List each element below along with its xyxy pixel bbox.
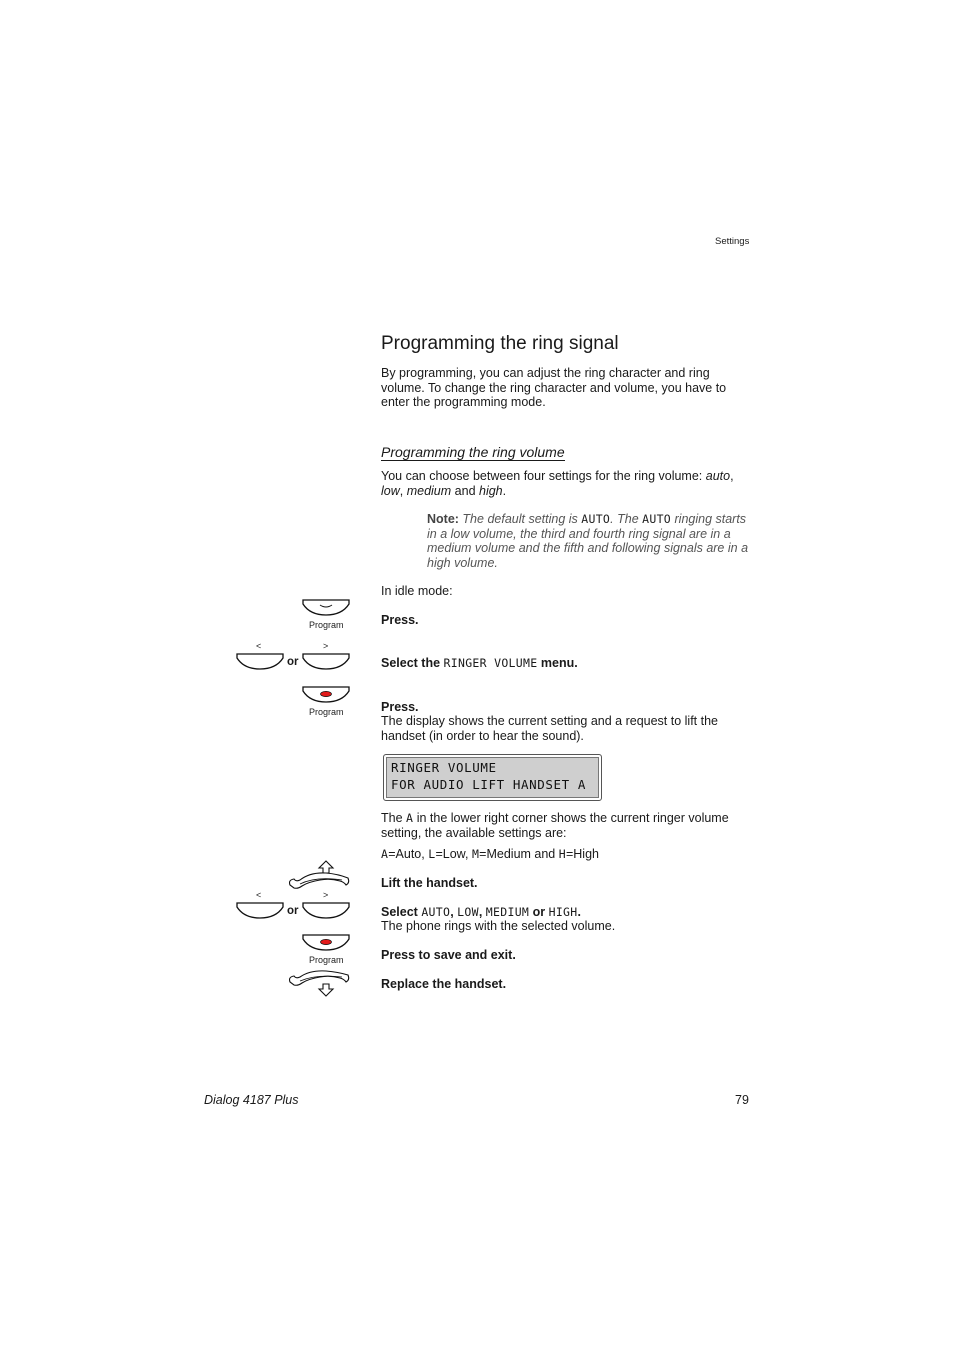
choose-low: low [381,483,400,498]
program-key-led-icon [302,685,350,705]
step-replace: Replace the handset. [381,977,507,991]
sel2-auto: AUTO [421,905,451,919]
sel2-pre: Select [381,905,422,919]
legend-h: H [558,847,566,861]
corner-code: A [406,811,414,825]
select-code: RINGER VOLUME [443,656,538,670]
legend-h-text: =High [565,847,599,861]
choose-prefix: You can choose between four settings for the ring volume: [381,469,706,483]
legend-a-text: =Auto, [388,847,429,861]
intro-paragraph: By programming, you can adjust the ring character and ring volume. To change the ring character and volume, you have to enter the programming mode. [381,366,727,409]
step-rings-desc: The phone rings with the selected volume. [381,919,616,933]
program-key-led-icon [302,933,350,953]
sel2-high: HIGH [548,905,578,919]
display-line-1: RINGER VOLUME [391,760,497,775]
choose-paragraph: You can choose between four settings for the ring volume: auto, low, medium and high. [381,469,734,498]
footer-page-number: 79 [735,1093,749,1107]
corner-pre: The [381,811,407,825]
program-key-icon [302,598,350,618]
step-lift: Lift the handset. [381,876,478,890]
note-code-1: AUTO [581,512,611,526]
page-title: Programming the ring signal [381,333,619,354]
or-label: or [287,656,299,668]
legend-m: M [471,847,480,861]
legend-m-text: =Medium and [479,847,559,861]
program-key-caption: Program [309,707,344,717]
corner-paragraph [381,811,736,840]
note-label: Note: [427,512,459,526]
sel2-dot: . [577,905,581,919]
sel2-low: LOW [457,905,479,919]
footer-product: Dialog 4187 Plus [204,1093,299,1107]
volume-legend [381,847,599,861]
right-arrow-key-icon [302,901,350,921]
legend-l: L [428,847,436,861]
choose-medium: medium [406,483,452,498]
program-key-caption: Program [309,955,344,965]
note-code-2: AUTO [642,512,672,526]
phone-display [383,754,602,801]
legend-l-text: =Low, [435,847,472,861]
replace-handset-icon [286,968,352,998]
idle-mode-text: In idle mode: [381,584,453,598]
running-header: Settings [715,236,750,247]
program-key-caption: Program [309,620,344,630]
section-subtitle [381,444,565,461]
select-suffix: menu. [537,656,578,670]
sel2-sep-1: , [450,905,458,919]
right-arrow-key-icon [302,652,350,672]
note-text-2: . The [610,512,643,526]
step-select-menu [381,656,578,670]
left-arrow-label: < [256,890,262,900]
note-text-1: The default setting is [458,512,582,526]
note-text-3: ringing starts in a low volume, the third and fourth ring signal are in a medium volume and the fifth and following signals are in a high volume. [427,512,749,570]
left-arrow-label: < [256,641,262,651]
section-subtitle-text: Programming the ring volume [381,444,565,460]
lift-handset-icon [286,858,352,890]
step-select-volume [381,905,581,919]
left-arrow-key-icon [236,652,284,672]
sel2-medium: MEDIUM [485,905,530,919]
choose-high: high [479,483,503,498]
select-prefix: Select the [381,656,444,670]
sel2-or: or [529,905,549,919]
step-press-2-desc: The display shows the current setting and a request to lift the handset (in order to hear the sound). [381,714,718,743]
corner-post: in the lower right corner shows the current ringer volume setting, the available settings are: [381,811,729,840]
choose-auto: auto [705,469,731,483]
note-block [427,512,749,570]
step-press-2: Press. [381,700,419,714]
step-save: Press to save and exit. [381,948,516,962]
right-arrow-label: > [323,890,329,900]
right-arrow-label: > [323,641,329,651]
left-arrow-key-icon [236,901,284,921]
sel2-sep-2: , [478,905,486,919]
choose-and: and [451,483,479,498]
legend-a: A [381,847,389,861]
display-line-2: FOR AUDIO LIFT HANDSET A [391,777,587,792]
or-label: or [287,905,299,917]
step-press-1: Press. [381,613,419,627]
